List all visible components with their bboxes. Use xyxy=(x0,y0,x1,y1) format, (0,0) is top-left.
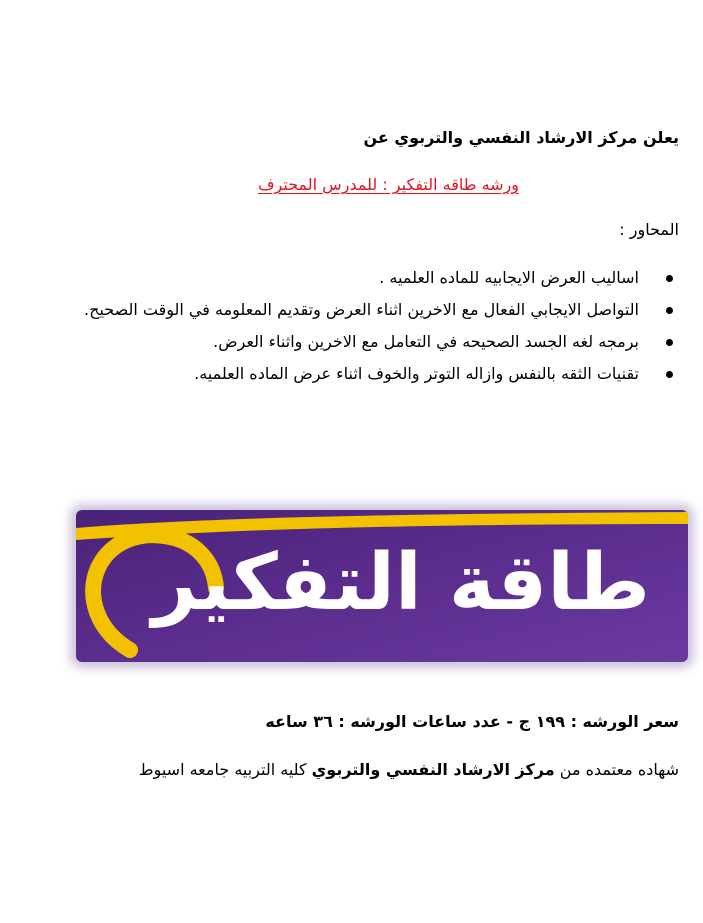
announcement-heading: يعلن مركز الارشاد النفسي والتربوي عن xyxy=(363,128,679,147)
list-item: برمجه لغه الجسد الصحيحه في التعامل مع الاخرين واثناء العرض. xyxy=(39,326,639,358)
certificate-line: شهاده معتمده من مركز الارشاد النفسي والتربوي كليه التربيه جامعه اسيوط xyxy=(138,760,679,779)
list-item: التواصل الايجابي الفعال مع الاخرين اثناء العرض وتقديم المعلومه في الوقت الصحيح. xyxy=(39,294,639,326)
center-name: مركز الارشاد النفسي والتربوي xyxy=(311,760,555,779)
workshop-banner xyxy=(76,510,688,662)
price-and-hours: سعر الورشه : ١٩٩ ج - عدد ساعات الورشه : ٣٦ ساعه xyxy=(265,712,679,731)
axes-list xyxy=(39,262,679,390)
workshop-subtitle: ورشه طاقه التفكير : للمدرس المحترف xyxy=(257,175,519,194)
banner-title: طاقة التفكير xyxy=(151,538,650,628)
list-item: اساليب العرض الايجابيه للماده العلميه . xyxy=(39,262,639,294)
list-item: تقنيات الثقه بالنفس وازاله التوتر والخوف اثناء عرض الماده العلميه. xyxy=(39,358,639,390)
bullet-icon xyxy=(666,307,673,314)
axes-label: المحاور : xyxy=(619,220,679,239)
bullet-icon xyxy=(666,371,673,378)
bullet-icon xyxy=(666,339,673,346)
bullet-icon xyxy=(666,275,673,282)
